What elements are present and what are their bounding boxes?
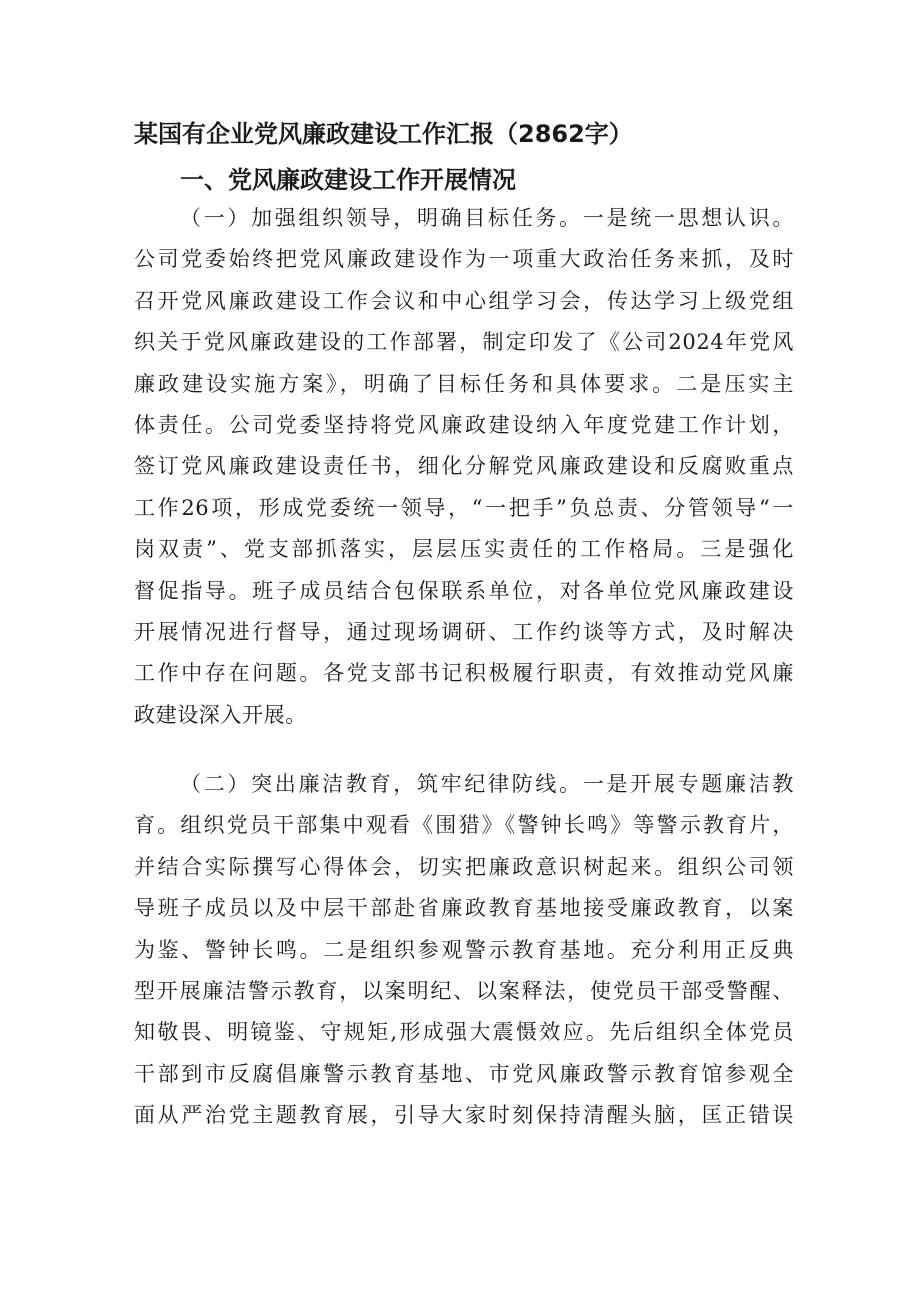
paragraph-line: 签订党风廉政建设责任书，细化分解党风廉政建设和反腐败重点: [134, 454, 794, 479]
paragraph-line: 并结合实际撰写心得体会，切实把廉政意识树起来。组织公司领: [134, 854, 794, 879]
section-heading: 一、党风廉政建设工作开展情况: [180, 166, 516, 194]
paragraph-line: （二）突出廉洁教育，筑牢纪律防线。一是开展专题廉洁教: [180, 772, 794, 796]
paragraph-line: 干部到市反腐倡廉警示教育基地、市党风廉政警示教育馆参观全: [134, 1061, 794, 1086]
document-title: 某国有企业党风廉政建设工作汇报（2862字）: [134, 120, 633, 148]
paragraph-1: [134, 198, 794, 736]
paragraph-line: 织关于党风廉政建设的工作部署，制定印发了《公司2024年党风: [134, 330, 794, 355]
paragraph-line: 知敬畏、明镜鉴、守规矩,形成强大震慑效应。先后组织全体党员: [134, 1020, 794, 1045]
paragraph-line: 廉政建设实施方案》，明确了目标任务和具体要求。二是压实主: [134, 371, 794, 396]
paragraph-line: 工作26项，形成党委统一领导，“一把手”负总责、分管领导“一: [134, 495, 794, 520]
paragraph-line: 为鉴、警钟长鸣。二是组织参观警示教育基地。充分利用正反典: [134, 937, 794, 962]
paragraph-line: 育。组织党员干部集中观看《围猎》《警钟长鸣》等警示教育片，: [134, 813, 794, 838]
paragraph-line: 公司党委始终把党风廉政建设作为一项重大政治任务来抓，及时: [134, 247, 794, 272]
paragraph-line: 开展情况进行督导，通过现场调研、工作约谈等方式，及时解决: [134, 619, 794, 644]
paragraph-line: 岗双责”、党支部抓落实，层层压实责任的工作格局。三是强化: [134, 537, 794, 562]
paragraph-line: 型开展廉洁警示教育，以案明纪、以案释法，使党员干部受警醒、: [134, 978, 794, 1003]
paragraph-line: 体责任。公司党委坚持将党风廉政建设纳入年度党建工作计划，: [134, 412, 794, 437]
paragraph-line: 面从严治党主题教育展，引导大家时刻保持清醒头脑，匡正错误: [134, 1103, 794, 1128]
paragraph-line: （一）加强组织领导，明确目标任务。一是统一思想认识。: [180, 206, 794, 230]
paragraph-line: 召开党风廉政建设工作会议和中心组学习会，传达学习上级党组: [134, 288, 794, 313]
paragraph-line: 政建设深入开展。: [134, 702, 307, 727]
paragraph-line: 导班子成员以及中层干部赴省廉政教育基地接受廉政教育，以案: [134, 896, 794, 921]
paragraph-2: [134, 764, 794, 1137]
paragraph-line: 督促指导。班子成员结合包保联系单位，对各单位党风廉政建设: [134, 578, 794, 603]
paragraph-line: 工作中存在问题。各党支部书记积极履行职责，有效推动党风廉: [134, 661, 794, 686]
